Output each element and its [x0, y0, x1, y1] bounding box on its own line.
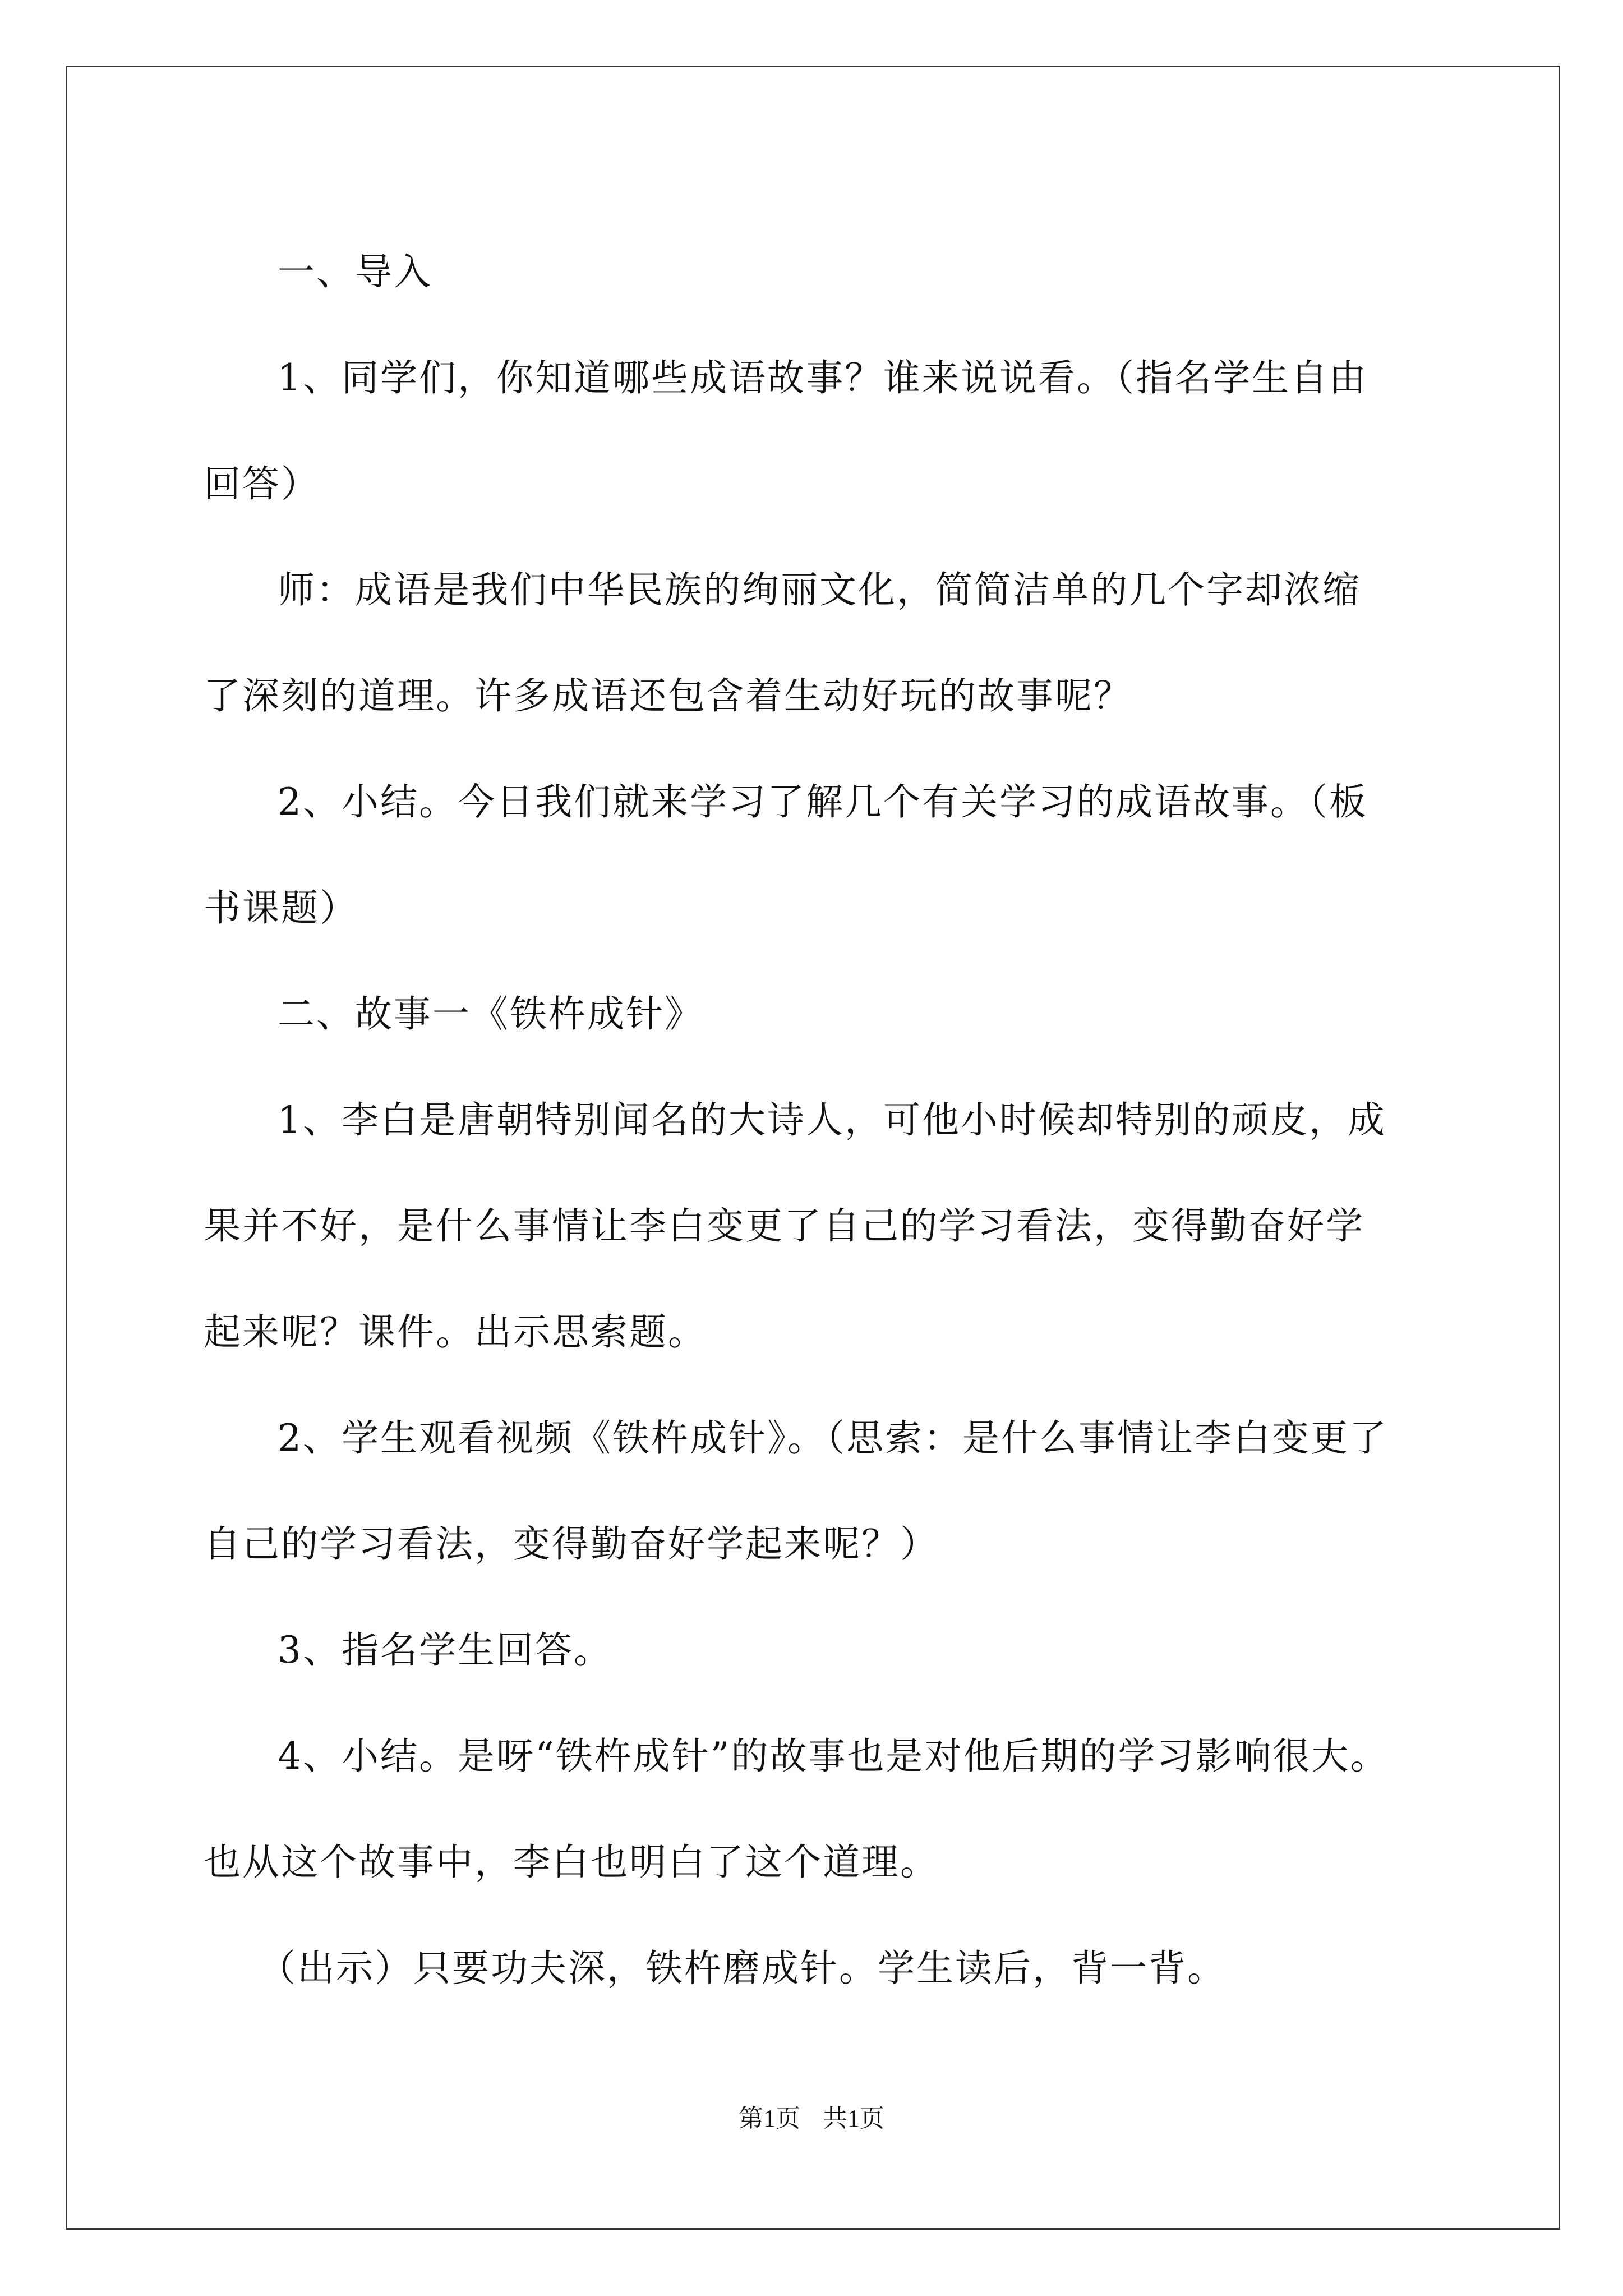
paragraph-line: 了深刻的道理。许多成语还包含着生动好玩的故事呢？ [204, 674, 1132, 717]
page-total: 共1页 [823, 2105, 884, 2132]
paragraph-line: 2、小结。今日我们就来学习了解几个有关学习的成语故事。（板 [278, 780, 1368, 823]
page-number: 第1页 [739, 2105, 800, 2132]
page-footer [0, 2098, 1623, 2134]
paragraph-line: 也从这个故事中，李白也明白了这个道理。 [204, 1841, 939, 1884]
paragraph-line: 起来呢？课件。出示思索题。 [204, 1310, 707, 1354]
paragraph-line: 书课题） [204, 886, 358, 930]
paragraph-line: 2、学生观看视频《铁杵成针》。（思索：是什么事情让李白变更了 [278, 1416, 1388, 1460]
paragraph-line: （出示）只要功夫深，铁杵磨成针。学生读后，背一背。 [259, 1947, 1226, 1990]
paragraph-line: 回答） [204, 462, 320, 505]
paragraph-line: 1、同学们，你知道哪些成语故事？谁来说说看。（指名学生自由 [278, 356, 1368, 399]
paragraph-line: 自己的学习看法，变得勤奋好学起来呢？） [204, 1522, 939, 1566]
paragraph-line: 3、指名学生回答。 [278, 1628, 612, 1672]
paragraph-line: 1、李白是唐朝特别闻名的大诗人，可他小时候却特别的顽皮，成 [278, 1098, 1386, 1142]
heading-story-one: 二、故事一《铁杵成针》 [278, 992, 703, 1036]
paragraph-line: 4、小结。是呀“铁杵成针”的故事也是对他后期的学习影响很大。 [278, 1734, 1389, 1778]
document-body [204, 219, 1432, 2021]
heading-intro: 一、导入 [278, 250, 432, 293]
paragraph-line: 果并不好，是什么事情让李白变更了自己的学习看法，变得勤奋好学 [204, 1204, 1364, 1248]
paragraph-line: 师：成语是我们中华民族的绚丽文化，简简洁单的几个字却浓缩 [278, 568, 1361, 611]
